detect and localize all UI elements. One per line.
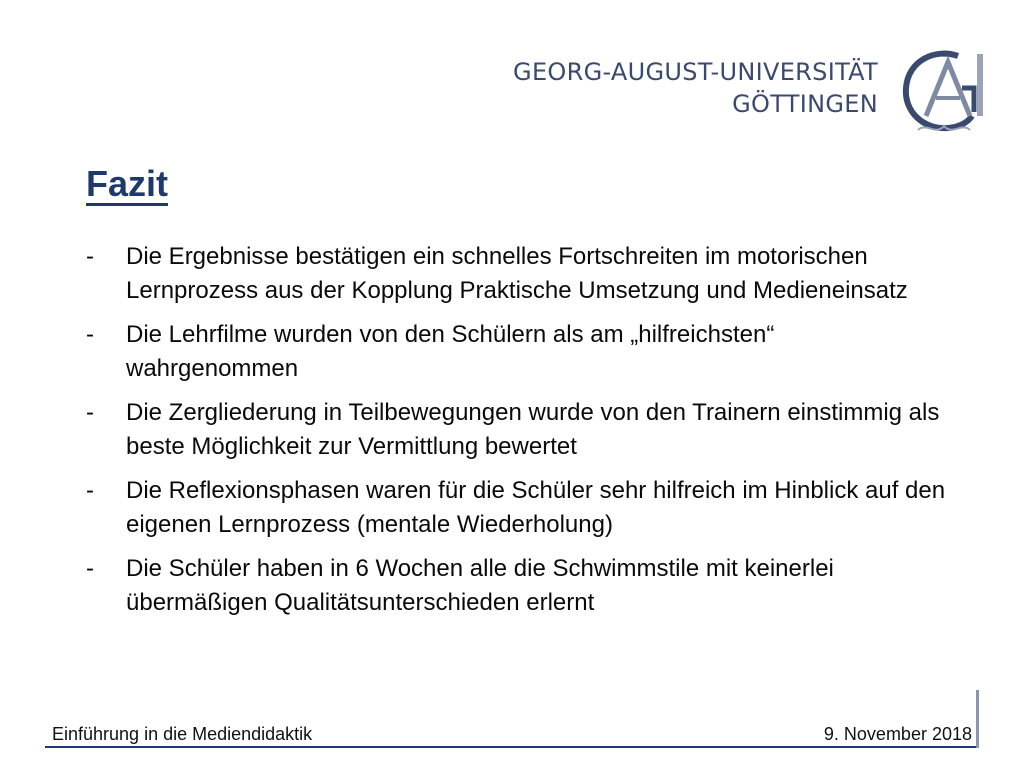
bullet-item xyxy=(86,552,946,620)
bullet-text: Die Zergliederung in Teilbewegungen wurde von den Trainern einstimmig als beste Möglichkeit zur Vermittlung bewertet xyxy=(126,399,940,460)
university-name-line2: GÖTTINGEN xyxy=(732,90,878,118)
university-logo-icon xyxy=(896,46,992,138)
footer-date: 9. November 2018 xyxy=(823,724,972,744)
bullet-item xyxy=(86,318,946,386)
bullet-text: Die Schüler haben in 6 Wochen alle die Schwimmstile mit keinerlei übermäßigen Qualitätsunterschieden erlernt xyxy=(126,555,834,616)
bullet-item xyxy=(86,240,946,308)
footer-divider xyxy=(45,746,977,748)
bullet-marker: - xyxy=(86,399,94,426)
slide-title: Fazit xyxy=(86,163,169,204)
university-name-line1: GEORG-AUGUST-UNIVERSITÄT xyxy=(513,58,878,86)
bullet-marker: - xyxy=(86,555,94,582)
bullet-marker: - xyxy=(86,243,94,270)
footer-course-title: Einführung in die Mediendidaktik xyxy=(52,724,313,744)
bullet-item xyxy=(86,396,946,464)
footer-side-divider xyxy=(976,690,979,748)
bullet-marker: - xyxy=(86,477,94,504)
bullet-text: Die Ergebnisse bestätigen ein schnelles Fortschreiten im motorischen Lernprozess aus der Kopplung Praktische Umsetzung und Medieneinsatz xyxy=(126,243,908,304)
bullet-item xyxy=(86,474,946,542)
bullet-text: Die Lehrfilme wurden von den Schülern als am „hilfreichsten“ wahrgenommen xyxy=(126,321,775,382)
bullet-text: Die Reflexionsphasen waren für die Schüler sehr hilfreich im Hinblick auf den eigenen Lernprozess (mentale Wiederholung) xyxy=(126,477,946,538)
bullet-list xyxy=(86,240,946,630)
university-name xyxy=(513,56,878,120)
bullet-marker: - xyxy=(86,321,94,348)
